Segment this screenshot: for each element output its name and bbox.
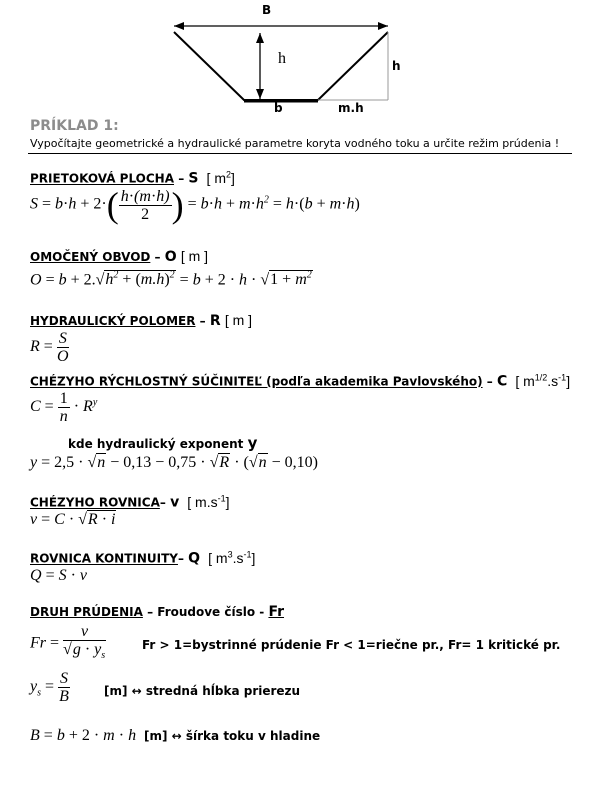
chezy-eq-unit-end: ] [225, 493, 230, 510]
froude-note: Fr > 1=bystrinné prúdenie Fr < 1=riečne pr., Fr= 1 kritické pr. [142, 638, 561, 652]
exponent-formula: y = 2,5 · √n − 0,13 − 0,75 · √R · (√n − 0,10) [30, 454, 318, 471]
perimeter-symbol: O [164, 249, 177, 265]
chezy-coef-unit-sup: 1/2 [534, 372, 548, 382]
chezy-eq-unit-sup: -1 [217, 493, 226, 503]
chezy-eq-unit-text: [ m.s [187, 493, 218, 510]
continuity-unit-text: [ m [208, 549, 228, 566]
chezy-eq-heading [30, 493, 230, 511]
diagram-label-B: B [262, 3, 272, 17]
chezy-coef-formula: C = $\frac{1}{n}$ · $R^y$ [30, 390, 98, 425]
radius-unit: [ m ] [224, 312, 253, 328]
continuity-unit-mid: .s [232, 549, 244, 566]
perimeter-formula: $O = b + 2.√h^2 + (m.h)^2 = b + 2 \cdot h \cdot √1 + m^2$ [30, 270, 312, 289]
area-unit-end: ] [231, 169, 235, 186]
radius-formula: R = $\frac{S}{O}$ [30, 330, 69, 365]
chezy-coef-unit-sup2: -1 [558, 372, 567, 382]
B-note: [m] ↔ šírka toku v hladine [144, 729, 321, 743]
task-text: Vypočítajte geometrické a hydraulické parametre koryta vodného toku a určite režim prúdenia ! [30, 137, 560, 150]
area-name: PRIETOKOVÁ PLOCHA [30, 171, 175, 186]
area-unit-sup: 2 [226, 169, 232, 179]
continuity-unit-sup2: -1 [243, 549, 252, 559]
chezy-eq-symbol: v [170, 494, 180, 511]
continuity-dash: – [177, 551, 189, 566]
radius-name: HYDRAULICKÝ POLOMER [30, 314, 196, 328]
froude-formula: Fr = $\frac{v}{√g \cdot y_s}$ [30, 623, 106, 662]
chezy-coef-dash: – [482, 374, 497, 389]
exponent-note-text: kde hydraulický exponent [68, 437, 248, 451]
continuity-unit-sup: 3 [227, 549, 233, 559]
area-dash: – [174, 171, 189, 186]
ys-note: [m] ↔ stredná hĺbka prierezu [104, 684, 301, 698]
area-symbol: S [188, 170, 199, 187]
diagram-label-h-right: h [392, 59, 401, 73]
perimeter-unit: [ m ] [180, 248, 209, 264]
chezy-eq-dash: – [159, 495, 171, 510]
flow-type-dash: – Froudove číslo - [142, 605, 269, 619]
task-underline [28, 153, 572, 154]
B-formula: B = b + 2 · m · h [30, 727, 137, 744]
flow-type-name: DRUH PRÚDENIA [30, 605, 143, 619]
exponent-note-symbol: y [247, 434, 258, 452]
flow-type-symbol: Fr [268, 604, 285, 620]
chezy-coef-heading [30, 372, 570, 390]
chezy-coef-symbol: C [496, 373, 508, 390]
continuity-heading [30, 549, 255, 567]
continuity-symbol: Q [188, 550, 201, 567]
exponent-note [68, 434, 257, 452]
continuity-formula: Q = S · v [30, 567, 88, 584]
diagram-label-mh: m.h [338, 101, 364, 115]
chezy-coef-unit-mid: .s [547, 372, 559, 389]
diagram-label-h-inner: h [278, 50, 286, 67]
continuity-name: ROVNICA KONTINUITY [30, 551, 178, 566]
perimeter-dash: – [150, 250, 165, 264]
radius-dash: – [195, 314, 210, 328]
channel-cross-section-diagram [160, 0, 420, 120]
area-unit-text: [ m [206, 169, 226, 186]
diagram-label-b: b [274, 101, 283, 115]
flow-type-heading [30, 604, 284, 620]
page-title: PRÍKLAD 1: [30, 118, 119, 134]
perimeter-name: OMOČENÝ OBVOD [30, 250, 151, 264]
chezy-eq-formula: v = C · √R · i [30, 511, 116, 528]
chezy-eq-name: CHÉZYHO ROVNICA [30, 495, 160, 510]
perimeter-heading [30, 248, 208, 265]
chezy-coef-unit-text: [ m [515, 372, 535, 389]
continuity-unit-end: ] [251, 549, 256, 566]
radius-symbol: R [209, 313, 221, 329]
chezy-coef-unit [511, 373, 570, 389]
ys-formula: $y_s$ = $\frac{S}{B}$ [30, 670, 69, 705]
area-formula: S = b·h + 2·( $\frac{h\cdot(m\cdot h)}{2}$ ) = $b\cdot h + m\cdot h^2 = h\cdot(b + m\cdot h)$ [30, 185, 360, 225]
chezy-coef-name: CHÉZYHO RÝCHLOSTNÝ SÚČINITEĽ (podľa akademika Pavlovského) [30, 374, 483, 389]
continuity-unit [204, 550, 255, 566]
radius-heading [30, 312, 252, 329]
chezy-eq-unit [183, 494, 229, 510]
chezy-coef-unit-end: ] [566, 372, 571, 389]
